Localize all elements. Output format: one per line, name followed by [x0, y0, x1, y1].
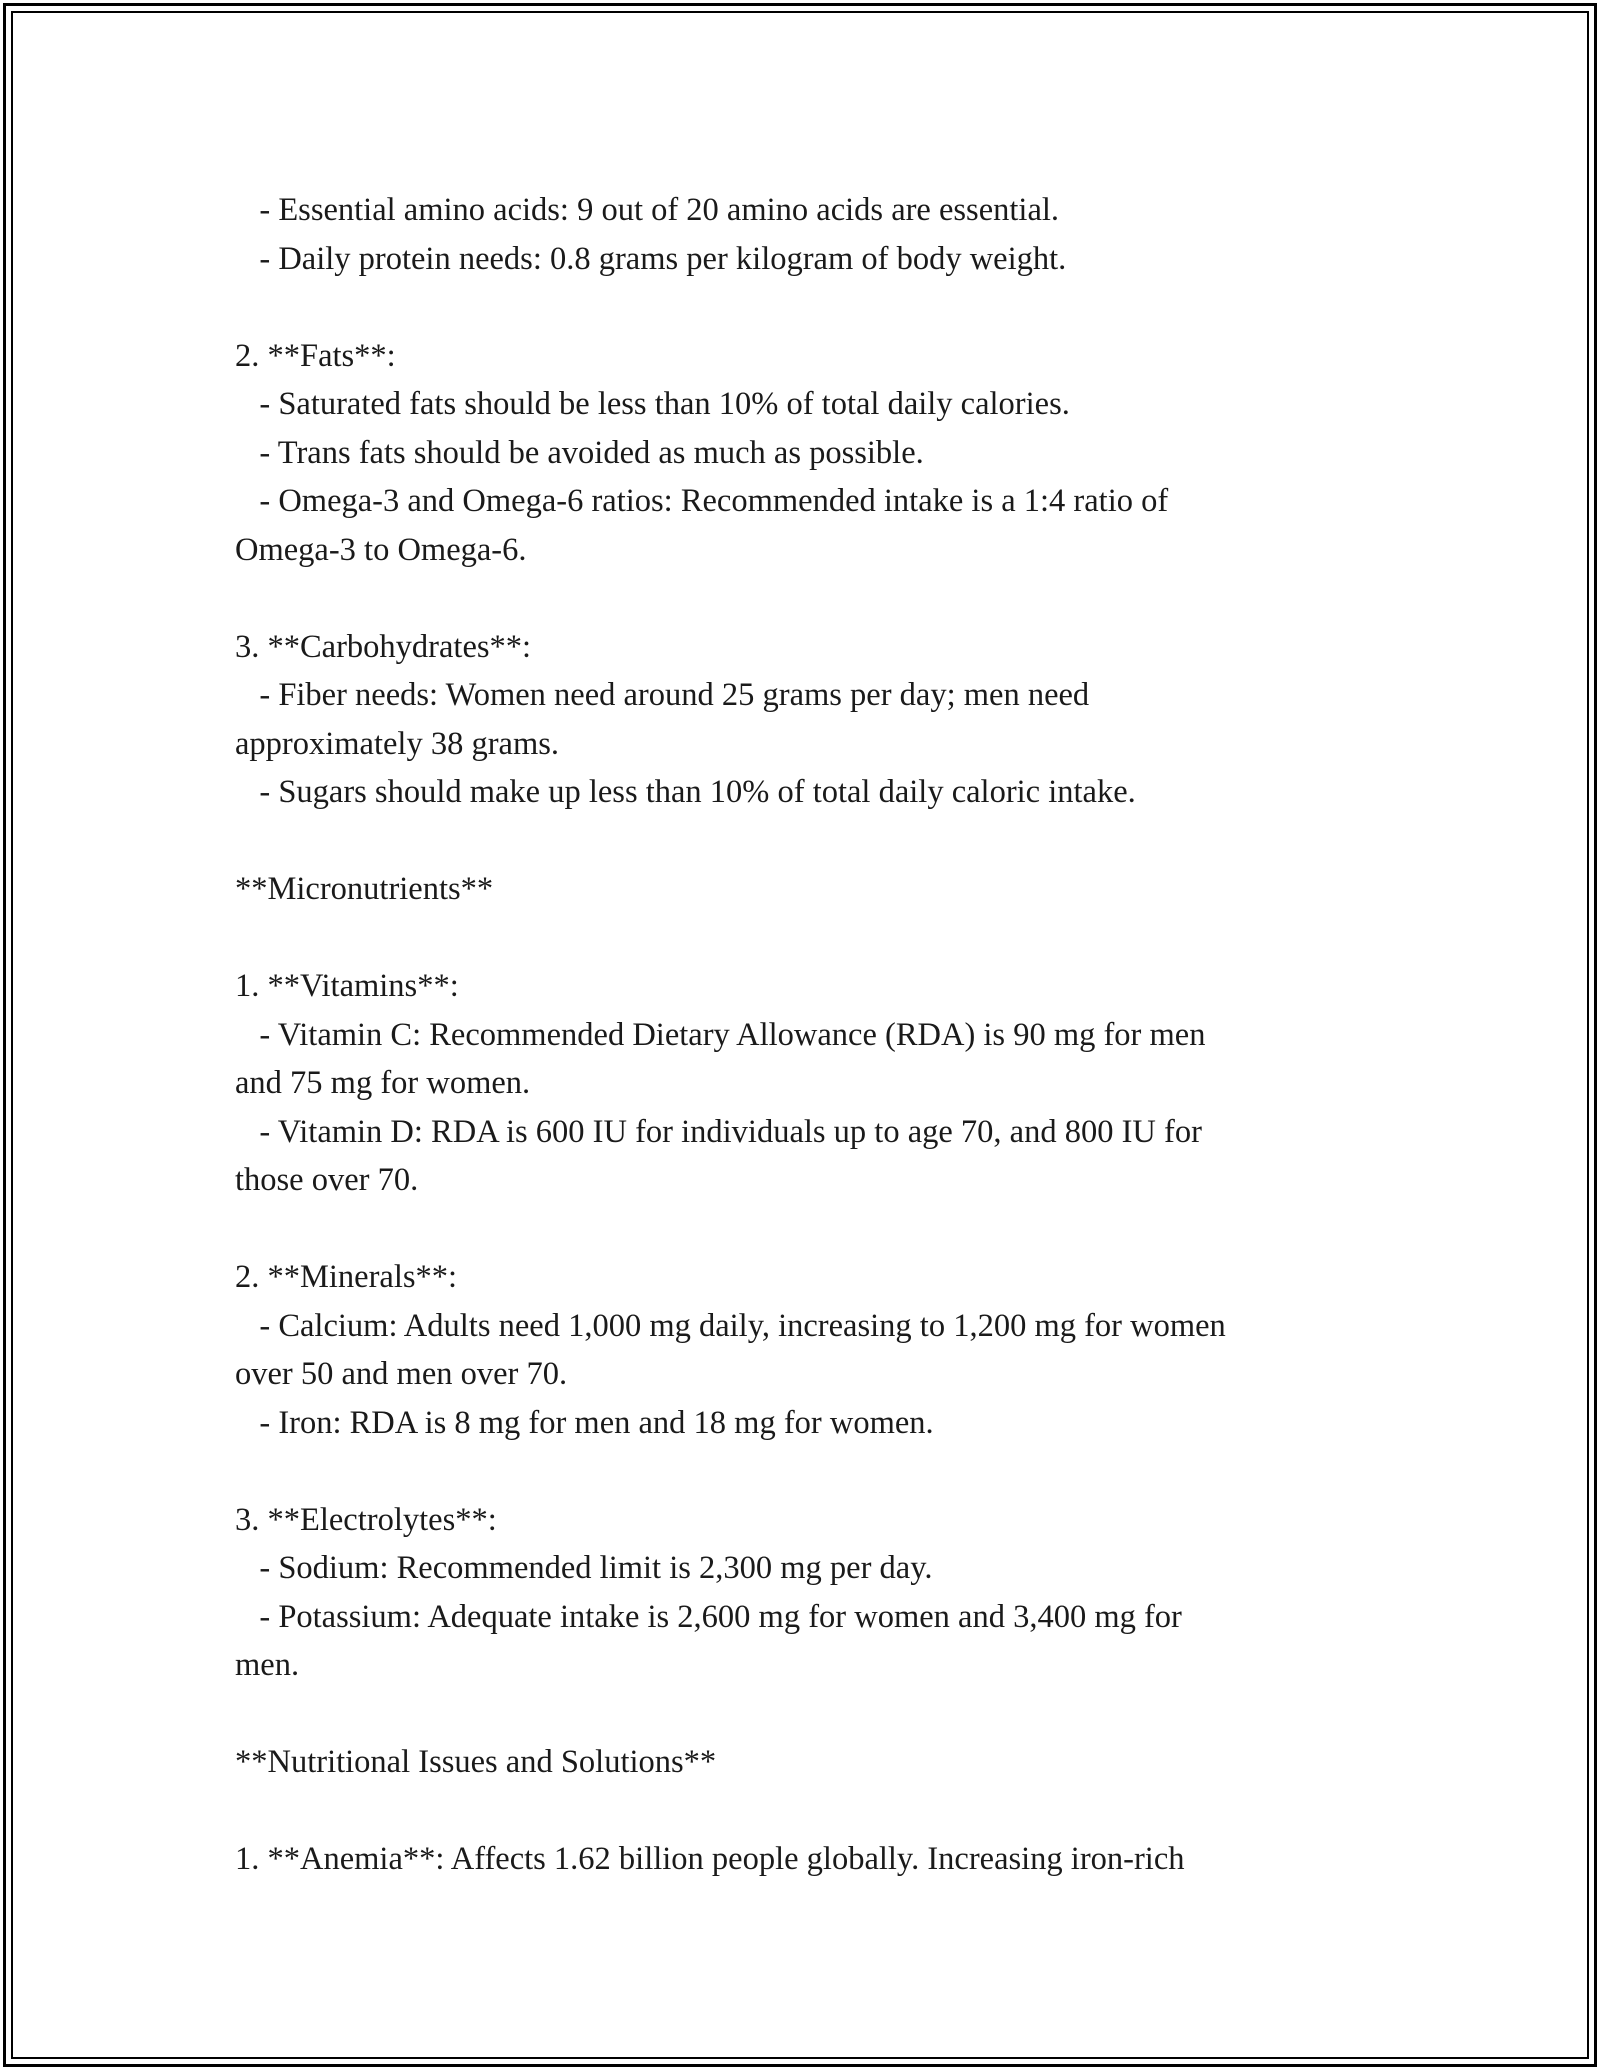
section-heading: 2. **Minerals**: — [235, 1259, 458, 1295]
text-line: - Essential amino acids: 9 out of 20 amino acids are essential. — [235, 192, 1060, 228]
text-line: over 50 and men over 70. — [235, 1356, 568, 1392]
blank-line — [235, 1205, 1365, 1254]
text-line: 1. **Anemia**: Affects 1.62 billion people globally. Increasing iron-rich — [235, 1841, 1185, 1877]
blank-line — [235, 283, 1365, 332]
text-line: - Vitamin C: Recommended Dietary Allowance (RDA) is 90 mg for men — [235, 1016, 1206, 1053]
text-line: - Daily protein needs: 0.8 grams per kilogram of body weight. — [235, 240, 1067, 277]
text-line: - Fiber needs: Women need around 25 grams per day; men need — [235, 677, 1090, 713]
text-line: those over 70. — [235, 1162, 419, 1198]
blank-line — [235, 817, 1365, 866]
section-heading: 3. **Electrolytes**: — [235, 1501, 497, 1538]
section-heading: 1. **Vitamins**: — [235, 968, 459, 1004]
blank-line — [235, 914, 1365, 963]
text-line: - Omega-3 and Omega-6 ratios: Recommended intake is a 1:4 ratio of — [235, 483, 1169, 519]
text-line: men. — [235, 1647, 300, 1683]
section-heading: 2. **Fats**: — [235, 337, 396, 374]
text-line: - Iron: RDA is 8 mg for men and 18 mg for women. — [235, 1404, 934, 1441]
text-line: - Saturated fats should be less than 10% of total daily calories. — [235, 386, 1070, 422]
section-title: **Nutritional Issues and Solutions** — [235, 1744, 717, 1780]
section-title: **Micronutrients** — [235, 871, 494, 907]
blank-line — [235, 1447, 1365, 1496]
text-line: - Sugars should make up less than 10% of total daily caloric intake. — [235, 774, 1136, 810]
text-line: - Potassium: Adequate intake is 2,600 mg for women and 3,400 mg for — [235, 1598, 1182, 1635]
document-body — [235, 186, 1365, 1884]
text-line: - Calcium: Adults need 1,000 mg daily, increasing to 1,200 mg for women — [235, 1307, 1226, 1344]
section-heading: 3. **Carbohydrates**: — [235, 628, 532, 665]
text-line: - Sodium: Recommended limit is 2,300 mg per day. — [235, 1550, 933, 1586]
text-line: - Trans fats should be avoided as much as possible. — [235, 434, 924, 471]
blank-line — [235, 574, 1365, 623]
text-line: - Vitamin D: RDA is 600 IU for individuals up to age 70, and 800 IU for — [235, 1113, 1202, 1150]
blank-line — [235, 1690, 1365, 1739]
blank-line — [235, 1787, 1365, 1836]
text-line: approximately 38 grams. — [235, 725, 560, 762]
text-line: Omega-3 to Omega-6. — [235, 531, 527, 568]
text-line: and 75 mg for women. — [235, 1065, 531, 1101]
